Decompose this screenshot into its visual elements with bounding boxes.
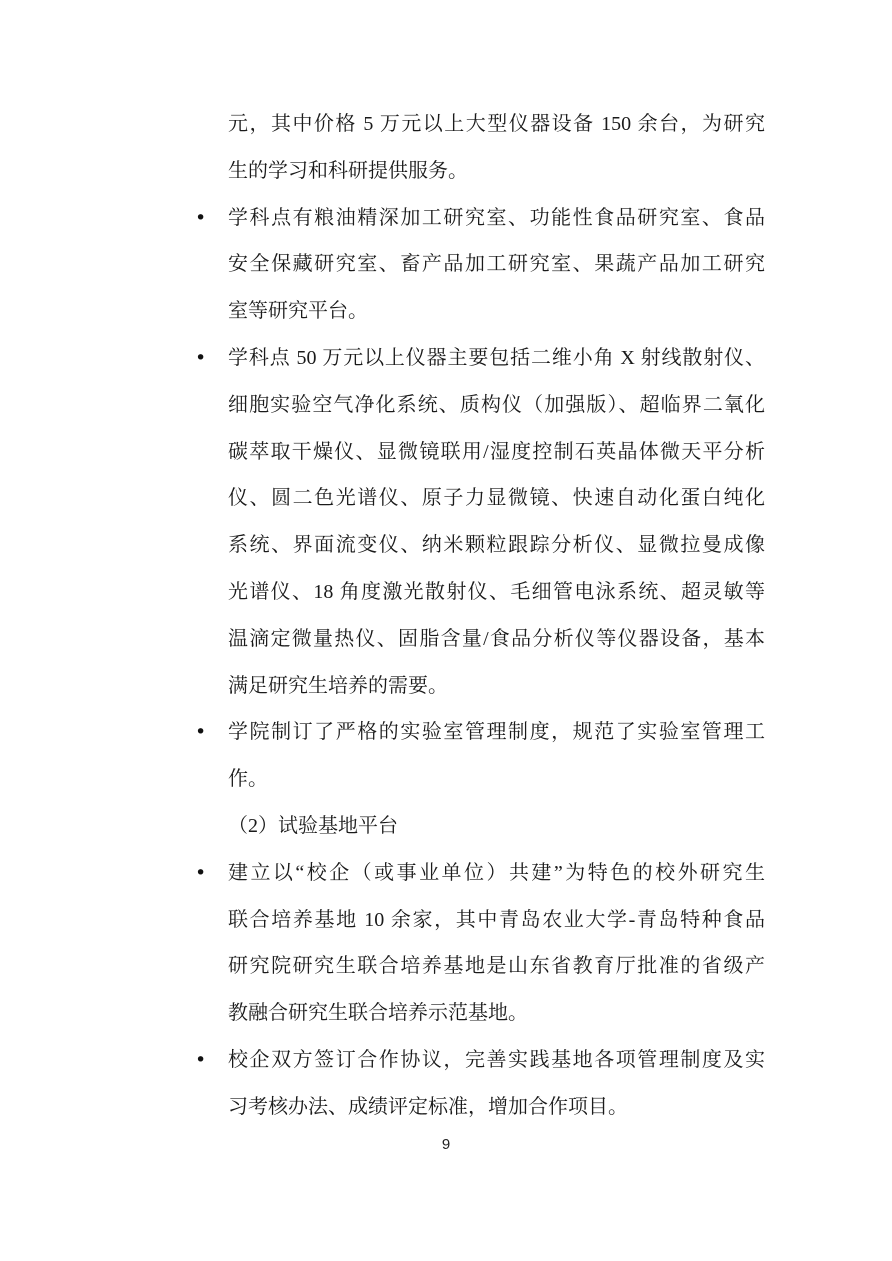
text-line: 生的学习和科研提供服务。 [228, 159, 468, 182]
bullet-icon: • [195, 206, 207, 229]
bullet-item [195, 1037, 765, 1131]
text-line: 联合培养基地 10 余家，其中青岛农业大学-青岛特种食品 [228, 908, 765, 931]
page-footer [0, 1136, 892, 1154]
text-line: 仪、圆二色光谱仪、原子力显微镜、快速自动化蛋白纯化 [228, 487, 765, 510]
text-line: 细胞实验空气净化系统、质构仪（加强版）、超临界二氧化 [228, 393, 765, 416]
text-line: 碳萃取干燥仪、显微镜联用/湿度控制石英晶体微天平分析 [228, 440, 765, 463]
bullet-item [195, 850, 765, 1037]
text-line: 安全保藏研究室、畜产品加工研究室、果蔬产品加工研究 [228, 253, 765, 276]
text-line: 研究院研究生联合培养基地是山东省教育厅批准的省级产 [228, 955, 765, 978]
bullet-icon: • [195, 861, 207, 884]
text-line: 温滴定微量热仪、固脂含量/食品分析仪等仪器设备，基本 [228, 627, 765, 650]
bullet-item [195, 335, 765, 709]
bullet-icon: • [195, 721, 207, 744]
bullet-item [195, 709, 765, 803]
bullet-icon: • [195, 1048, 207, 1071]
text-line: 光谱仪、18 角度激光散射仪、毛细管电泳系统、超灵敏等 [228, 580, 765, 603]
page-number: 9 [441, 1136, 451, 1153]
paragraph-continuation [228, 101, 765, 195]
text-line: 习考核办法、成绩评定标准，增加合作项目。 [228, 1095, 628, 1118]
bullet-icon: • [195, 346, 207, 369]
text-line: 教融合研究生联合培养示范基地。 [228, 1002, 528, 1025]
text-line: 系统、界面流变仪、纳米颗粒跟踪分析仪、显微拉曼成像 [228, 534, 765, 557]
text-line: 校企双方签订合作协议，完善实践基地各项管理制度及实 [228, 1048, 765, 1071]
text-line: 学科点 50 万元以上仪器主要包括二维小角 X 射线散射仪、 [228, 346, 765, 369]
text-line: 元，其中价格 5 万元以上大型仪器设备 150 余台，为研究 [228, 113, 765, 135]
text-line: 室等研究平台。 [228, 300, 368, 323]
text-line: 作。 [228, 768, 268, 791]
text-line: 学院制订了严格的实验室管理制度，规范了实验室管理工 [228, 721, 765, 744]
text-line: 满足研究生培养的需要。 [228, 674, 448, 697]
text-line: 建立以“校企（或事业单位）共建”为特色的校外研究生 [228, 861, 765, 884]
section-heading [228, 803, 765, 850]
bullet-item [195, 195, 765, 335]
document-body [195, 101, 765, 1131]
heading-line: （2）试验基地平台 [228, 814, 398, 837]
text-line: 学科点有粮油精深加工研究室、功能性食品研究室、食品 [228, 206, 765, 229]
